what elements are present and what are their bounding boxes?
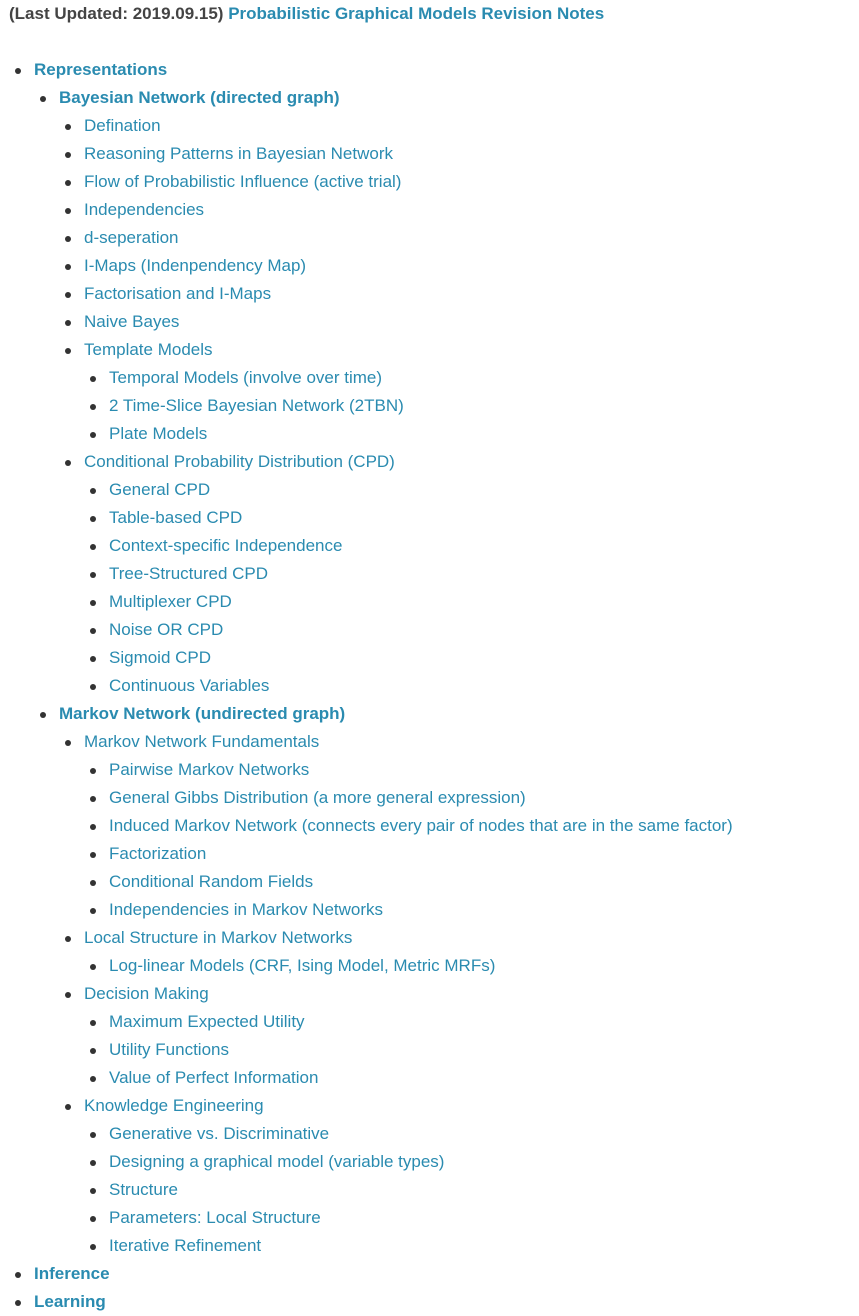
fundamentals-list	[0, 756, 733, 924]
bullet-icon	[90, 544, 96, 550]
toc-link-fundamentals[interactable]: Markov Network Fundamentals	[84, 732, 320, 751]
list-item	[0, 840, 733, 868]
bullet-icon	[65, 740, 71, 746]
toc-link[interactable]: Designing a graphical model (variable types)	[109, 1152, 445, 1171]
toc-link-representations[interactable]: Representations	[34, 60, 168, 79]
list-item	[0, 224, 733, 252]
toc-link[interactable]: Table-based CPD	[109, 508, 243, 527]
page-title-link[interactable]: Probabilistic Graphical Models Revision Notes	[228, 4, 605, 23]
bullet-icon	[65, 264, 71, 270]
representations-list	[0, 84, 733, 1260]
bullet-icon	[90, 1216, 96, 1222]
toc-link-local-structure[interactable]: Local Structure in Markov Networks	[84, 928, 353, 947]
bullet-icon	[90, 516, 96, 522]
page-header	[9, 3, 604, 25]
list-item	[0, 280, 733, 308]
toc-link[interactable]: General CPD	[109, 480, 211, 499]
toc-link[interactable]: d-seperation	[84, 228, 179, 247]
list-item-decision-making	[0, 980, 733, 1092]
bullet-icon	[15, 68, 21, 74]
list-item	[0, 1204, 733, 1232]
list-item	[0, 952, 733, 980]
toc-link[interactable]: Reasoning Patterns in Bayesian Network	[84, 144, 393, 163]
decision-making-list	[0, 1008, 733, 1092]
list-item	[0, 1120, 733, 1148]
list-item	[0, 392, 733, 420]
bullet-icon	[90, 824, 96, 830]
toc-link[interactable]: Conditional Random Fields	[109, 872, 314, 891]
list-item	[0, 1064, 733, 1092]
bullet-icon	[90, 852, 96, 858]
toc-link[interactable]: Continuous Variables	[109, 676, 270, 695]
list-item	[0, 140, 733, 168]
toc-link[interactable]: Pairwise Markov Networks	[109, 760, 310, 779]
bullet-icon	[90, 488, 96, 494]
bullet-icon	[90, 432, 96, 438]
markov-list	[0, 728, 733, 1260]
bullet-icon	[90, 1020, 96, 1026]
toc-link-markov-network[interactable]: Markov Network (undirected graph)	[59, 704, 346, 723]
bullet-icon	[65, 936, 71, 942]
list-item	[0, 896, 733, 924]
toc-section-representations	[0, 56, 733, 1260]
list-item	[0, 1232, 733, 1260]
bullet-icon	[90, 684, 96, 690]
list-item	[0, 672, 733, 700]
toc-link[interactable]: Factorisation and I-Maps	[84, 284, 272, 303]
bullet-icon	[90, 1244, 96, 1250]
bullet-icon	[90, 572, 96, 578]
knowledge-engineering-list	[0, 1120, 733, 1260]
toc-link[interactable]: Iterative Refinement	[109, 1236, 262, 1255]
list-item-knowledge-engineering	[0, 1092, 733, 1260]
toc-link[interactable]: Defination	[84, 116, 161, 135]
list-item	[0, 784, 733, 812]
bullet-icon	[90, 1132, 96, 1138]
list-item	[0, 252, 733, 280]
toc-link[interactable]: Tree-Structured CPD	[109, 564, 269, 583]
bullet-icon	[65, 1104, 71, 1110]
toc-subsection-bayesian	[0, 84, 733, 700]
bullet-icon	[90, 600, 96, 606]
toc-link[interactable]: 2 Time-Slice Bayesian Network (2TBN)	[109, 396, 404, 415]
table-of-contents	[0, 56, 733, 1316]
bullet-icon	[65, 236, 71, 242]
list-item	[0, 532, 733, 560]
toc-link-knowledge-engineering[interactable]: Knowledge Engineering	[84, 1096, 264, 1115]
list-item	[0, 812, 733, 840]
toc-subsection-markov	[0, 700, 733, 1260]
bullet-icon	[15, 1272, 21, 1278]
toc-link[interactable]: Value of Perfect Information	[109, 1068, 319, 1087]
toc-link[interactable]: General Gibbs Distribution (a more general expression)	[109, 788, 526, 807]
bullet-icon	[90, 404, 96, 410]
toc-link[interactable]: Independencies	[84, 200, 205, 219]
bullet-icon	[65, 460, 71, 466]
list-item-local-structure	[0, 924, 733, 980]
toc-link[interactable]: Log-linear Models (CRF, Ising Model, Metric MRFs)	[109, 956, 496, 975]
bullet-icon	[90, 964, 96, 970]
list-item	[0, 168, 733, 196]
list-item	[0, 868, 733, 896]
toc-link[interactable]: Factorization	[109, 844, 207, 863]
bullet-icon	[90, 1048, 96, 1054]
bullet-icon	[65, 180, 71, 186]
list-item	[0, 504, 733, 532]
toc-link[interactable]: Structure	[109, 1180, 178, 1199]
list-item-cpd	[0, 448, 733, 700]
toc-link-inference[interactable]: Inference	[34, 1264, 110, 1283]
toc-link[interactable]: Multiplexer CPD	[109, 592, 232, 611]
toc-link[interactable]: Flow of Probabilistic Influence (active trial)	[84, 172, 402, 191]
toc-link[interactable]: Parameters: Local Structure	[109, 1208, 321, 1227]
local-structure-list	[0, 952, 733, 980]
list-item	[0, 308, 733, 336]
bullet-icon	[40, 712, 46, 718]
bullet-icon	[90, 796, 96, 802]
list-item-template-models	[0, 336, 733, 448]
bullet-icon	[65, 208, 71, 214]
toc-link-learning[interactable]: Learning	[34, 1292, 106, 1311]
list-item	[0, 756, 733, 784]
list-item	[0, 476, 733, 504]
bullet-icon	[65, 320, 71, 326]
toc-section-learning	[0, 1288, 733, 1316]
toc-link[interactable]: Utility Functions	[109, 1040, 229, 1059]
bullet-icon	[90, 376, 96, 382]
list-item	[0, 1036, 733, 1064]
bullet-icon	[65, 292, 71, 298]
list-item	[0, 560, 733, 588]
list-item	[0, 420, 733, 448]
bullet-icon	[90, 656, 96, 662]
list-item	[0, 196, 733, 224]
list-item	[0, 588, 733, 616]
list-item	[0, 1008, 733, 1036]
bullet-icon	[90, 880, 96, 886]
toc-link[interactable]: Generative vs. Discriminative	[109, 1124, 330, 1143]
list-item	[0, 112, 733, 140]
list-item	[0, 1176, 733, 1204]
last-updated-text: (Last Updated: 2019.09.15)	[9, 4, 224, 23]
bullet-icon	[90, 908, 96, 914]
template-models-list	[0, 364, 733, 448]
bullet-icon	[65, 124, 71, 130]
list-item	[0, 616, 733, 644]
bayesian-list	[0, 112, 733, 700]
cpd-list	[0, 476, 733, 700]
list-item	[0, 644, 733, 672]
bullet-icon	[90, 768, 96, 774]
list-item	[0, 1148, 733, 1176]
bullet-icon	[65, 152, 71, 158]
toc-link[interactable]: Naive Bayes	[84, 312, 180, 331]
toc-link[interactable]: Temporal Models (involve over time)	[109, 368, 383, 387]
bullet-icon	[90, 1160, 96, 1166]
toc-link[interactable]: Induced Markov Network (connects every pair of nodes that are in the same factor)	[109, 816, 733, 835]
toc-section-inference	[0, 1260, 733, 1288]
bullet-icon	[40, 96, 46, 102]
toc-link[interactable]: I-Maps (Indenpendency Map)	[84, 256, 307, 275]
bullet-icon	[90, 1188, 96, 1194]
toc-link[interactable]: Maximum Expected Utility	[109, 1012, 305, 1031]
toc-link[interactable]: Noise OR CPD	[109, 620, 224, 639]
bullet-icon	[65, 348, 71, 354]
toc-link[interactable]: Sigmoid CPD	[109, 648, 212, 667]
toc-link-decision-making[interactable]: Decision Making	[84, 984, 209, 1003]
bullet-icon	[90, 628, 96, 634]
list-item-fundamentals	[0, 728, 733, 924]
bullet-icon	[15, 1300, 21, 1306]
toc-link-template-models[interactable]: Template Models	[84, 340, 213, 359]
toc-link-cpd[interactable]: Conditional Probability Distribution (CPD)	[84, 452, 395, 471]
bullet-icon	[90, 1076, 96, 1082]
bullet-icon	[65, 992, 71, 998]
list-item	[0, 364, 733, 392]
toc-link[interactable]: Plate Models	[109, 424, 208, 443]
toc-link[interactable]: Independencies in Markov Networks	[109, 900, 384, 919]
toc-link[interactable]: Context-specific Independence	[109, 536, 343, 555]
toc-link-bayesian-network[interactable]: Bayesian Network (directed graph)	[59, 88, 340, 107]
